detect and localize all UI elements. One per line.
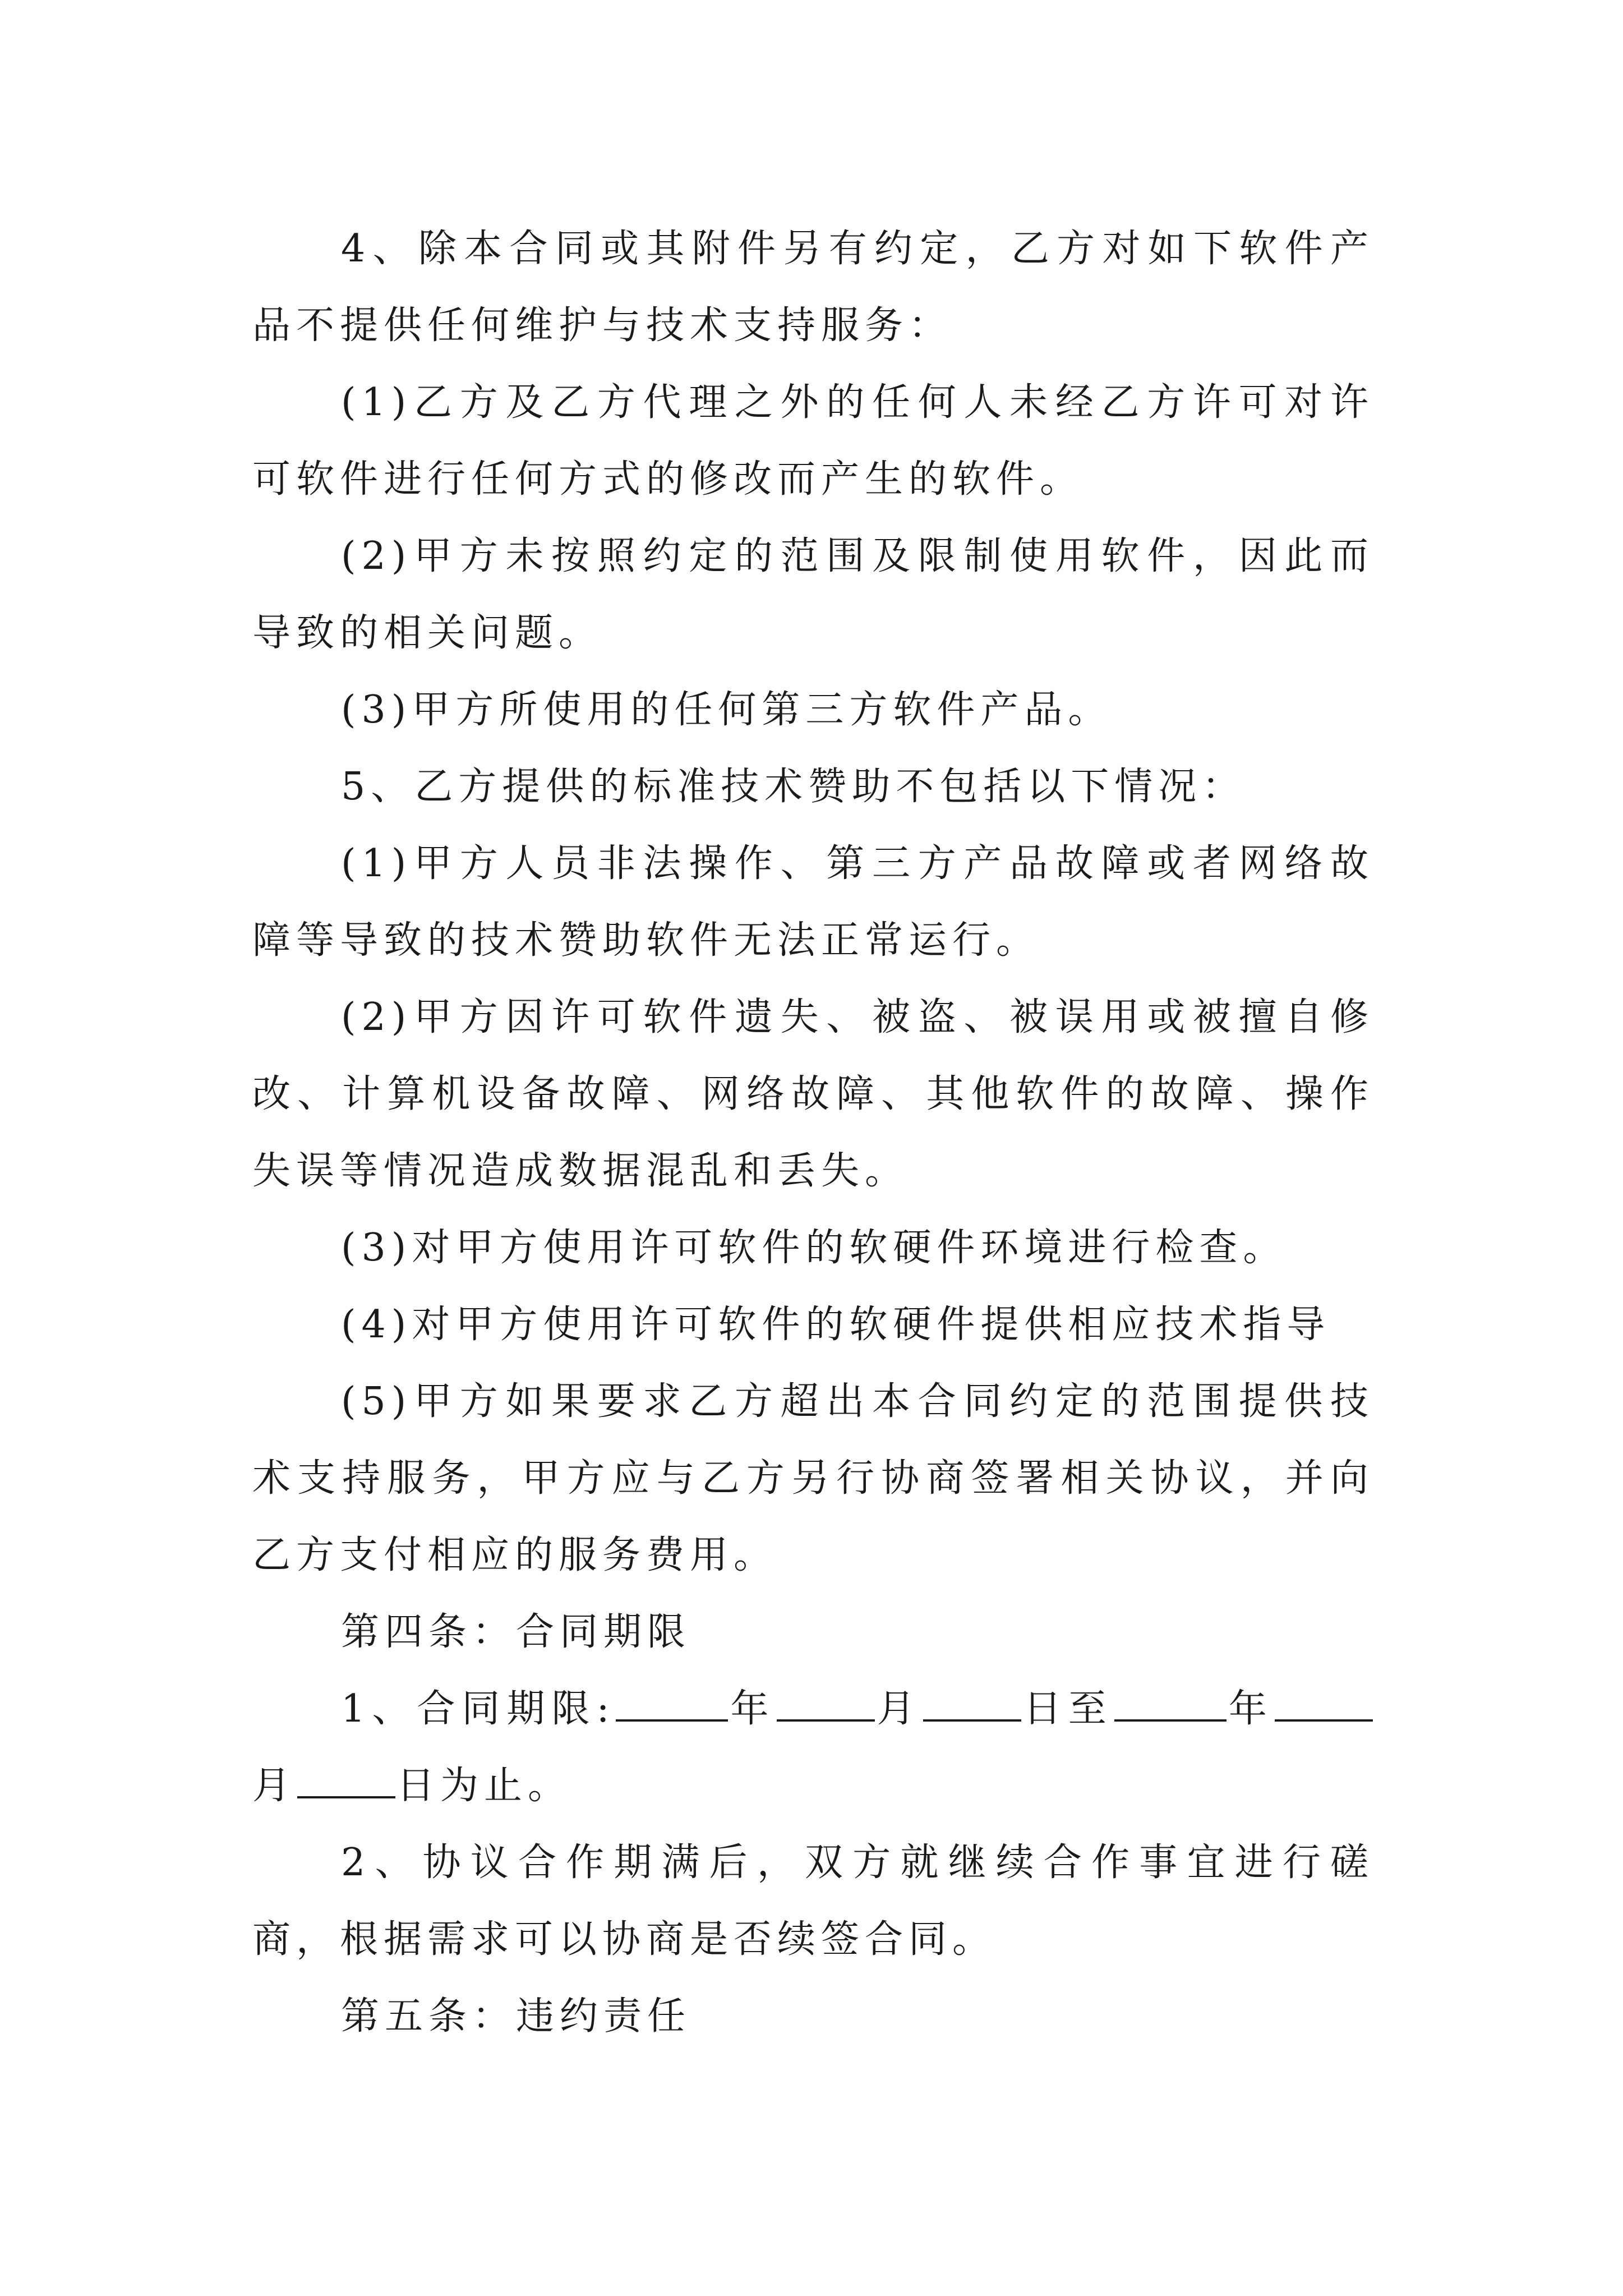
term-end-month-label: 月: [252, 1764, 297, 1808]
start-month-blank: [777, 1685, 875, 1722]
clause-5-item-3: (3)对甲方使用许可软件的软硬件环境进行检查。: [341, 1226, 1287, 1270]
end-year-blank: [1114, 1685, 1227, 1722]
clause-4-item-3: (3)甲方所使用的任何第三方软件产品。: [341, 688, 1112, 732]
start-day-blank: [923, 1685, 1021, 1722]
clause-4-item-1: (1)乙方及乙方代理之外的任何人未经乙方许可对许可软件进行任何方式的修改而产生的软件。: [252, 380, 1374, 501]
article-4-heading: 第四条：合同期限: [341, 1610, 691, 1654]
term-suffix: 日为止。: [396, 1764, 572, 1808]
clause-4-item-2: (2)甲方未按照约定的范围及限制使用软件，因此而导致的相关问题。: [252, 534, 1374, 655]
clause-5-item-5: (5)甲方如果要求乙方超出本合同约定的范围提供技术支持服务，甲方应与乙方另行协商签署相关协议，并向乙方支付相应的服务费用。: [252, 1379, 1374, 1577]
term-prefix: 1、合同期限:: [341, 1687, 615, 1731]
clause-5-item-2: (2)甲方因许可软件遗失、被盗、被误用或被擅自修改、计算机设备故障、网络故障、其他软件的故障、操作失误等情况造成数据混乱和丢失。: [252, 995, 1374, 1193]
term-end-year-label: 年: [1227, 1687, 1274, 1731]
clause-renewal: 2、协议合作期满后，双方就继续合作事宜进行磋商，根据需求可以协商是否续签合同。: [252, 1841, 1374, 1962]
contract-term-line: [252, 1671, 1374, 1824]
term-year-label: 年: [729, 1687, 776, 1731]
clause-5-exclusions: 5、乙方提供的标准技术赞助不包括以下情况：: [341, 765, 1246, 809]
clause-5-item-1: (1)甲方人员非法操作、第三方产品故障或者网络故障等导致的技术赞助软件无法正常运行。: [252, 841, 1374, 963]
start-year-blank: [616, 1685, 728, 1722]
article-5-heading: 第五条：违约责任: [341, 1994, 691, 2039]
document-body: [252, 210, 1374, 2055]
term-day-to-label: 日至: [1022, 1687, 1113, 1731]
term-month-label: 月: [875, 1687, 922, 1731]
clause-5-item-4: (4)对甲方使用许可软件的软硬件提供相应技术指导: [341, 1303, 1331, 1347]
end-day-blank: [297, 1761, 395, 1798]
end-month-blank: [1275, 1685, 1373, 1722]
clause-4-unsupported-products: 4、除本合同或其附件另有约定，乙方对如下软件产品不提供任何维护与技术支持服务：: [252, 227, 1374, 348]
